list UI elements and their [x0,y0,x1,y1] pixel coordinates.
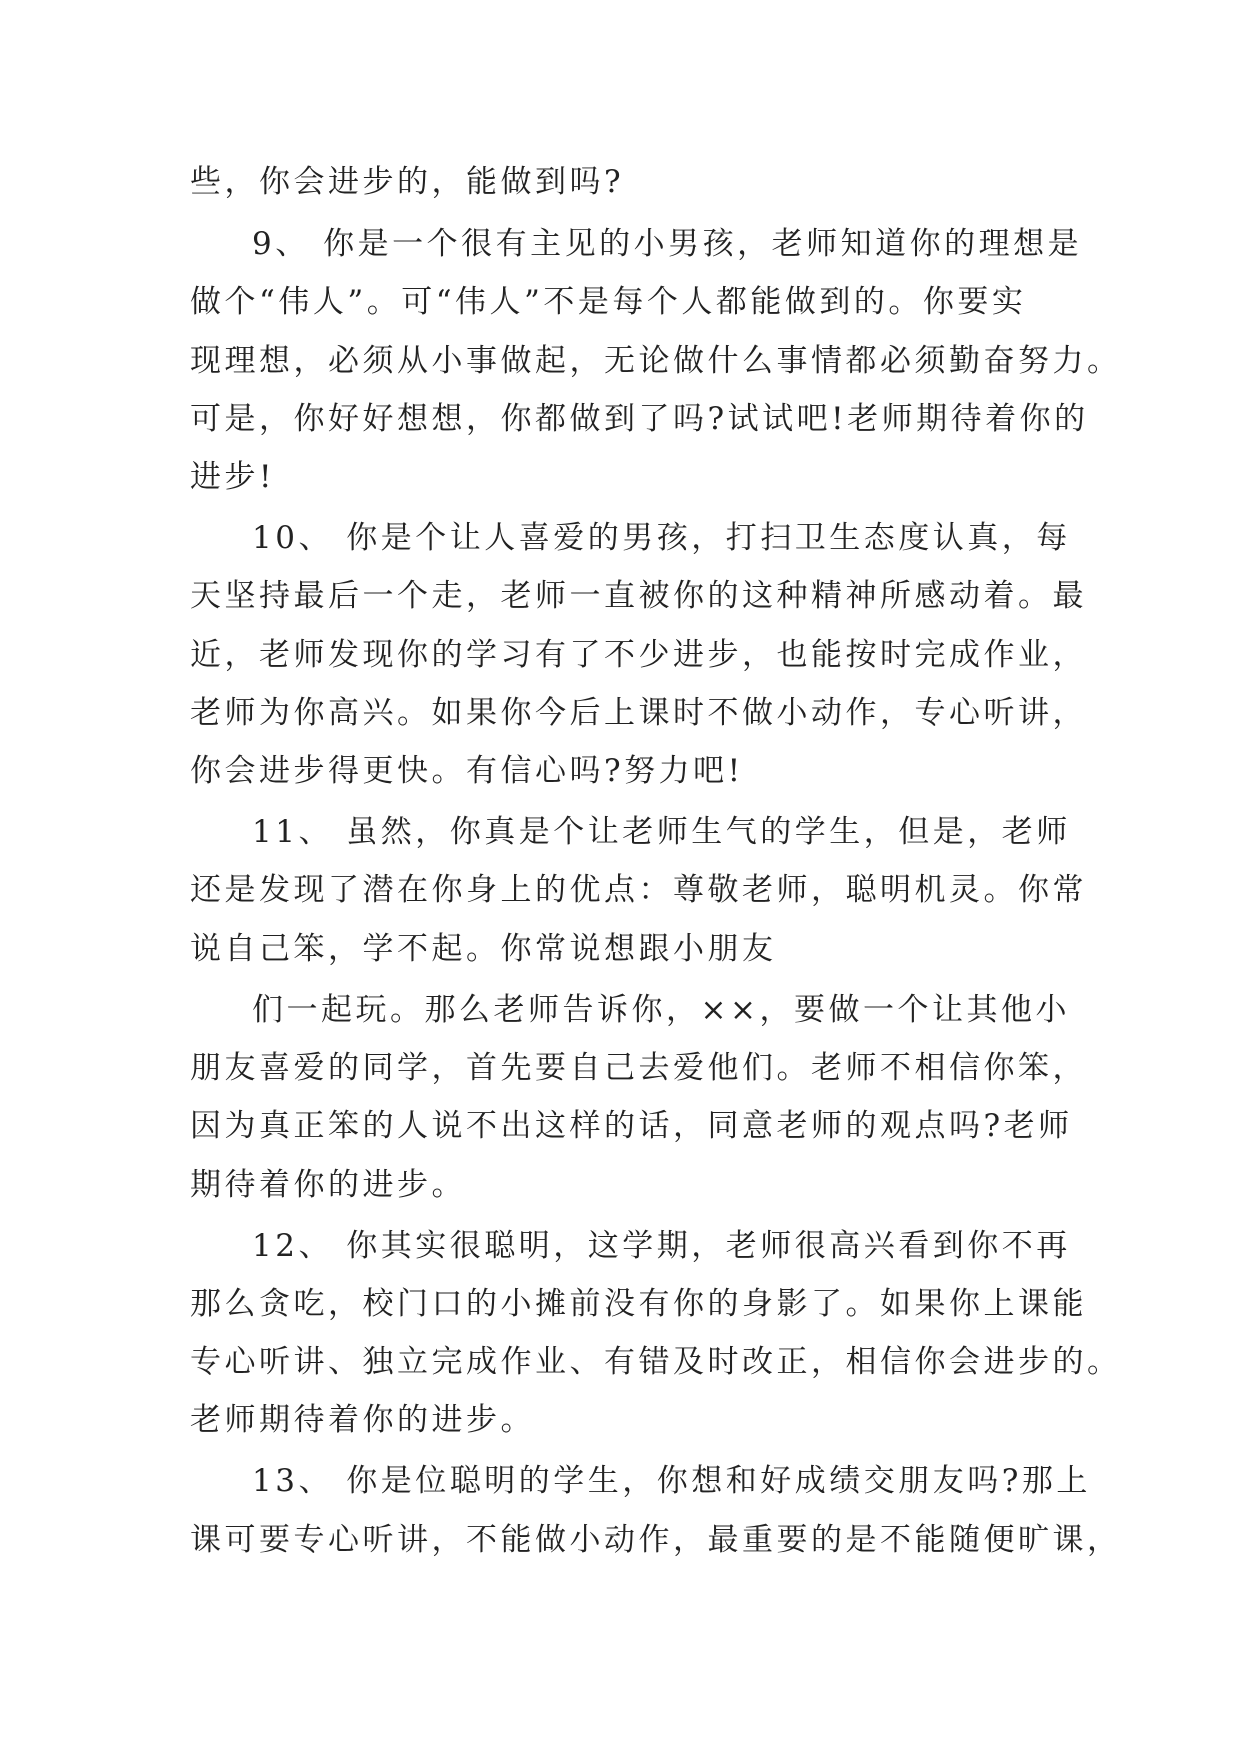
paragraph-9-first-line: 9、 你是一个很有主见的小男孩，老师知道你的理想是 [252,226,1083,262]
paragraph-12-first-line: 12、 你其实很聪明，这学期，老师很高兴看到你不再 [252,1228,1071,1264]
text-line: 你会进步得更快。有信心吗?努力吧! [190,753,744,789]
paragraph-10-first-line: 10、 你是个让人喜爱的男孩，打扫卫生态度认真，每 [252,520,1071,556]
text-line: 进步! [190,459,275,495]
text-line: 可是，你好好想想，你都做到了吗?试试吧!老师期待着你的 [190,401,1089,437]
text-line: 因为真正笨的人说不出这样的话，同意老师的观点吗?老师 [190,1108,1073,1144]
text-line: 朋友喜爱的同学，首先要自己去爱他们。老师不相信你笨， [190,1050,1087,1086]
text-line: 现理想，必须从小事做起，无论做什么事情都必须勤奋努力。 [190,343,1122,379]
paragraph-11-first-line: 11、 虽然，你真是个让老师生气的学生，但是，老师 [252,814,1071,850]
text-line: 期待着你的进步。 [190,1167,466,1203]
text-line: 做个“伟人”。可“伟人”不是每个人都能做到的。你要实 [190,284,1027,320]
text-line: 天坚持最后一个走，老师一直被你的这种精神所感动着。最 [190,578,1087,614]
paragraph-13-first-line: 13、 你是位聪明的学生，你想和好成绩交朋友吗?那上 [252,1463,1091,1499]
text-line: 老师期待着你的进步。 [190,1402,535,1438]
text-line: 老师为你高兴。如果你今后上课时不做小动作，专心听讲， [190,695,1087,731]
text-line: 课可要专心听讲，不能做小动作，最重要的是不能随便旷课， [190,1522,1122,1558]
text-line: 近，老师发现你的学习有了不少进步，也能按时完成作业， [190,637,1087,673]
text-line: 些，你会进步的，能做到吗? [190,164,625,200]
text-line: 说自己笨，学不起。你常说想跟小朋友 [190,931,777,967]
text-line: 专心听讲、独立完成作业、有错及时改正，相信你会进步的。 [190,1344,1122,1380]
text-line: 还是发现了潜在你身上的优点：尊敬老师，聪明机灵。你常 [190,872,1087,908]
text-line: 那么贪吃，校门口的小摊前没有你的身影了。如果你上课能 [190,1286,1087,1322]
paragraph-continuation-first-line: 们一起玩。那么老师告诉你，××，要做一个让其他小 [252,992,1070,1028]
